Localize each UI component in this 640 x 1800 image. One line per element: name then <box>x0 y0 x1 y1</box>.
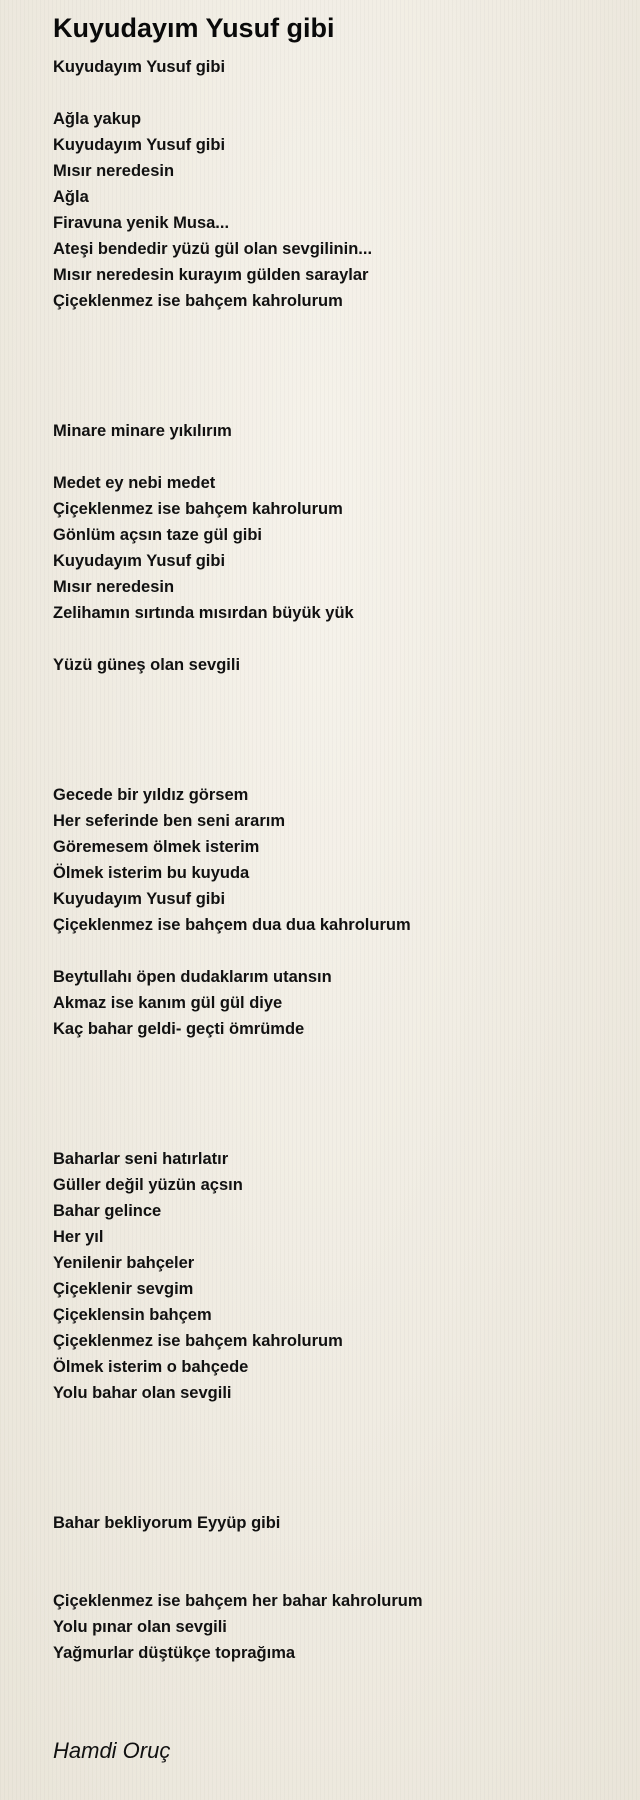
poem-line: Yolu pınar olan sevgili <box>53 1618 227 1636</box>
poem-line: Çiçeklenmez ise bahçem kahrolurum <box>53 500 343 518</box>
stanza-gap <box>53 1484 613 1510</box>
stanza-gap <box>53 366 613 392</box>
poem-line: Ölmek isterim bu kuyuda <box>53 864 250 882</box>
poem-line: Çiçeklenmez ise bahçem her bahar kahrolurum <box>53 1592 423 1610</box>
poem-title: Kuyudayım Yusuf gibi <box>53 13 335 43</box>
poem-container <box>53 0 613 1666</box>
poem-line: Firavuna yenik Musa... <box>53 214 230 232</box>
stanza-gap <box>53 1458 613 1484</box>
stanza-gap <box>53 938 613 964</box>
poem-line: Minare minare yıkılırım <box>53 422 232 440</box>
poem-line: Gecede bir yıldız görsem <box>53 786 249 804</box>
stanza-gap <box>53 1406 613 1432</box>
poem-line: Kuyudayım Yusuf gibi <box>53 552 226 570</box>
stanza-gap <box>53 314 613 340</box>
poem-line: Yüzü güneş olan sevgili <box>53 656 241 674</box>
stanza-gap <box>53 626 613 652</box>
poem-line: Ağla <box>53 188 89 206</box>
poem-line: Kuyudayım Yusuf gibi <box>53 890 226 908</box>
stanza-gap <box>53 340 613 366</box>
poem-line: Kuyudayım Yusuf gibi <box>53 136 226 154</box>
stanza-gap <box>53 730 613 756</box>
poem-line: Bahar bekliyorum Eyyüp gibi <box>53 1514 281 1532</box>
poem-line: Yolu bahar olan sevgili <box>53 1384 232 1402</box>
poem-line: Gönlüm açsın taze gül gibi <box>53 526 263 544</box>
stanza-gap <box>53 392 613 418</box>
poem-line: Yağmurlar düştükçe toprağıma <box>53 1644 296 1662</box>
poem-line: Bahar gelince <box>53 1202 162 1220</box>
poem-line: Baharlar seni hatırlatır <box>53 1150 229 1168</box>
poem-line: Güller değil yüzün açsın <box>53 1176 243 1194</box>
poem-line: Ağla yakup <box>53 110 142 128</box>
poem-line: Akmaz ise kanım gül gül diye <box>53 994 283 1012</box>
poem-line: Beytullahı öpen dudaklarım utansın <box>53 968 332 986</box>
stanza-gap <box>53 1094 613 1120</box>
poem-line: Ateşi bendedir yüzü gül olan sevgilinin... <box>53 240 373 258</box>
poem-line: Ölmek isterim o bahçede <box>53 1358 249 1376</box>
stanza-gap <box>53 1068 613 1094</box>
poem-line: Çiçeklenmez ise bahçem kahrolurum <box>53 1332 343 1350</box>
stanza-gap <box>53 1536 613 1562</box>
stanza-gap <box>53 444 613 470</box>
poem-line: Mısır neredesin <box>53 578 175 596</box>
poem-line: Göremesem ölmek isterim <box>53 838 260 856</box>
poem-line: Zelihamın sırtında mısırdan büyük yük <box>53 604 354 622</box>
poem-line: Çiçeklenir sevgim <box>53 1280 194 1298</box>
stanza-gap <box>53 756 613 782</box>
poem-line: Her yıl <box>53 1228 104 1246</box>
stanza-gap <box>53 704 613 730</box>
stanza-gap <box>53 80 613 106</box>
poem-line: Kuyudayım Yusuf gibi <box>53 58 226 76</box>
poem-line: Mısır neredesin <box>53 162 175 180</box>
poem-line: Çiçeklensin bahçem <box>53 1306 212 1324</box>
stanza-gap <box>53 1120 613 1146</box>
poem-line: Çiçeklenmez ise bahçem dua dua kahrolurum <box>53 916 411 934</box>
poem-line: Her seferinde ben seni ararım <box>53 812 286 830</box>
stanza-gap <box>53 678 613 704</box>
poem-author: Hamdi Oruç <box>53 1738 171 1763</box>
stanza-gap <box>53 1432 613 1458</box>
poem-line: Kaç bahar geldi- geçti ömrümde <box>53 1020 305 1038</box>
stanza-gap <box>53 1042 613 1068</box>
poem-line: Çiçeklenmez ise bahçem kahrolurum <box>53 292 343 310</box>
poem-line: Yenilenir bahçeler <box>53 1254 195 1272</box>
poem-line: Medet ey nebi medet <box>53 474 216 492</box>
stanza-gap <box>53 1562 613 1588</box>
poem-line: Mısır neredesin kurayım gülden saraylar <box>53 266 369 284</box>
poem-body <box>53 54 613 1666</box>
